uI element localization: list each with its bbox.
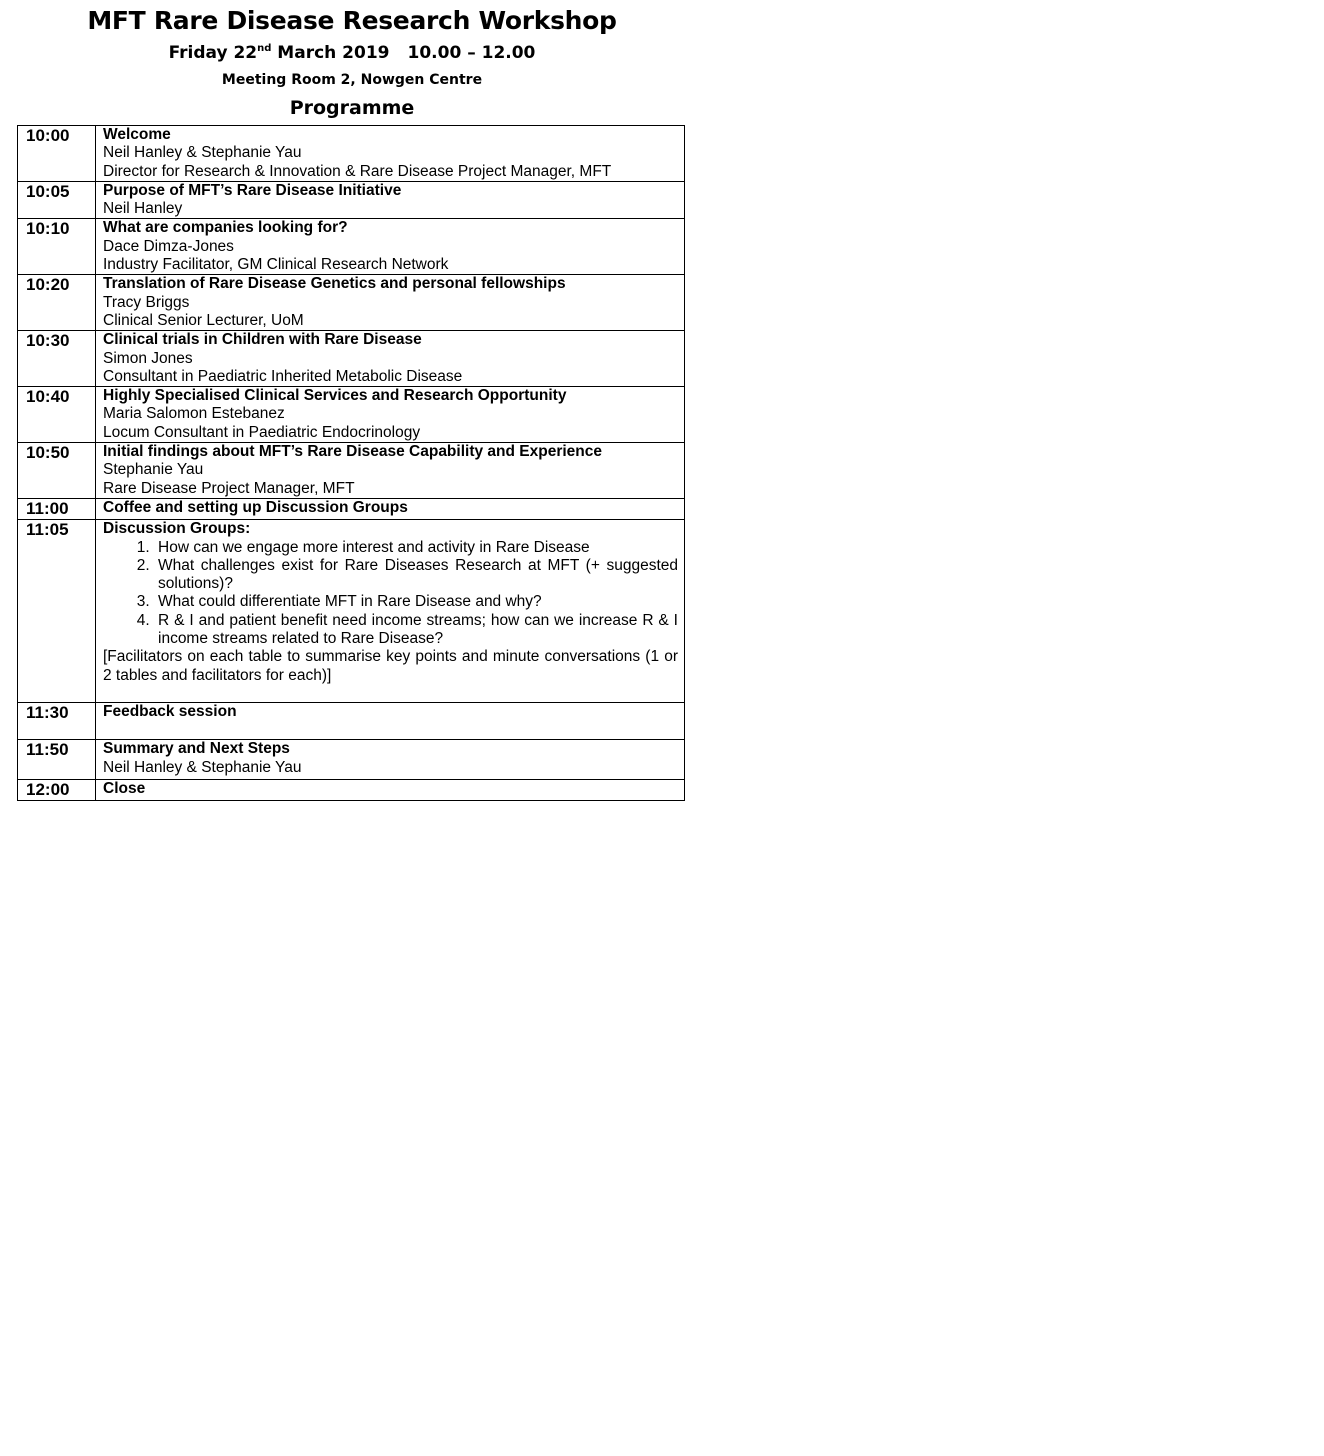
row-content — [96, 443, 685, 499]
row-time: 10:50 — [18, 443, 96, 499]
facilitator-note: [Facilitators on each table to summarise key points and minute conversations (1 or 2 tables and facilitators for each)] — [103, 648, 678, 684]
item-speaker: Simon Jones — [103, 349, 193, 367]
table-row — [18, 331, 685, 387]
section-heading: Programme — [289, 97, 415, 119]
row-time: 10:20 — [18, 275, 96, 331]
item-title: Initial findings about MFT’s Rare Disease Capability and Experience — [103, 443, 602, 461]
row-content — [96, 740, 685, 780]
row-time: 11:05 — [18, 520, 96, 703]
table-row — [18, 740, 685, 780]
item-title: Close — [103, 779, 146, 797]
event-date: Friday 22 — [168, 43, 258, 63]
row-time: 11:00 — [18, 498, 96, 519]
row-time: 11:30 — [18, 702, 96, 739]
discussion-questions-list — [103, 539, 678, 649]
item-speaker: Maria Salomon Estebanez — [103, 405, 285, 423]
table-row — [18, 126, 685, 182]
table-row — [18, 443, 685, 499]
row-time: 11:50 — [18, 740, 96, 780]
item-role: Consultant in Paediatric Inherited Metabolic Disease — [103, 367, 463, 385]
table-row — [18, 498, 685, 519]
row-content — [96, 219, 685, 275]
item-title: Welcome — [103, 126, 171, 143]
row-time: 10:10 — [18, 219, 96, 275]
table-row — [18, 779, 685, 800]
row-content — [96, 181, 685, 219]
row-content — [96, 331, 685, 387]
row-time: 10:00 — [18, 126, 96, 182]
item-title: Highly Specialised Clinical Services and Research Opportunity — [103, 387, 567, 405]
table-row — [18, 702, 685, 739]
list-item: 2. What challenges exist for Rare Diseases Research at MFT (+ suggested solutions)? — [154, 557, 678, 594]
item-title: Translation of Rare Disease Genetics and personal fellowships — [103, 275, 566, 293]
item-role: Director for Research & Innovation & Rare Disease Project Manager, MFT — [103, 162, 612, 180]
table-row — [18, 219, 685, 275]
item-role: Industry Facilitator, GM Clinical Research Network — [103, 256, 449, 274]
row-content — [96, 520, 685, 703]
item-title: Discussion Groups: — [103, 520, 251, 538]
item-role: Clinical Senior Lecturer, UoM — [103, 311, 304, 329]
document-header — [0, 5, 704, 123]
row-content — [96, 498, 685, 519]
document-page — [0, 0, 704, 799]
date-ordinal-suffix: nd — [257, 43, 272, 54]
event-month-year: March 2019 — [271, 43, 390, 63]
table-row — [18, 387, 685, 443]
event-venue: Meeting Room 2, Nowgen Centre — [221, 72, 483, 88]
item-speaker: Stephanie Yau — [103, 461, 204, 479]
item-title: Clinical trials in Children with Rare Disease — [103, 331, 422, 349]
row-content — [96, 275, 685, 331]
item-title: Purpose of MFT’s Rare Disease Initiative — [103, 181, 402, 199]
programme-table — [17, 125, 685, 801]
item-title: Summary and Next Steps — [103, 740, 290, 758]
row-content — [96, 702, 685, 739]
item-speaker: Neil Hanley & Stephanie Yau — [103, 758, 302, 776]
item-title: Feedback session — [103, 702, 237, 720]
item-speaker: Neil Hanley & Stephanie Yau — [103, 144, 302, 162]
table-row — [18, 520, 685, 703]
item-role: Locum Consultant in Paediatric Endocrinology — [103, 423, 421, 441]
list-item: 1. How can we engage more interest and activity in Rare Disease — [154, 539, 678, 557]
item-title: What are companies looking for? — [103, 219, 348, 237]
row-time: 10:30 — [18, 331, 96, 387]
row-content — [96, 126, 685, 182]
row-content — [96, 387, 685, 443]
table-row — [18, 181, 685, 219]
table-row — [18, 275, 685, 331]
item-speaker: Tracy Briggs — [103, 293, 190, 311]
item-speaker: Dace Dimza-Jones — [103, 237, 234, 255]
row-time: 10:40 — [18, 387, 96, 443]
item-speaker: Neil Hanley — [103, 200, 183, 218]
date-line — [0, 39, 704, 67]
row-time: 10:05 — [18, 181, 96, 219]
item-role: Rare Disease Project Manager, MFT — [103, 479, 355, 497]
list-item: 4. R & I and patient benefit need income streams; how can we increase R & I income streams related to Rare Disease? — [154, 612, 678, 649]
event-time-range: 10.00 – 12.00 — [407, 43, 536, 63]
row-time: 12:00 — [18, 779, 96, 800]
page-title: MFT Rare Disease Research Workshop — [87, 6, 617, 35]
list-item: 3. What could differentiate MFT in Rare Disease and why? — [154, 593, 678, 611]
item-title: Coffee and setting up Discussion Groups — [103, 498, 408, 516]
row-content — [96, 779, 685, 800]
